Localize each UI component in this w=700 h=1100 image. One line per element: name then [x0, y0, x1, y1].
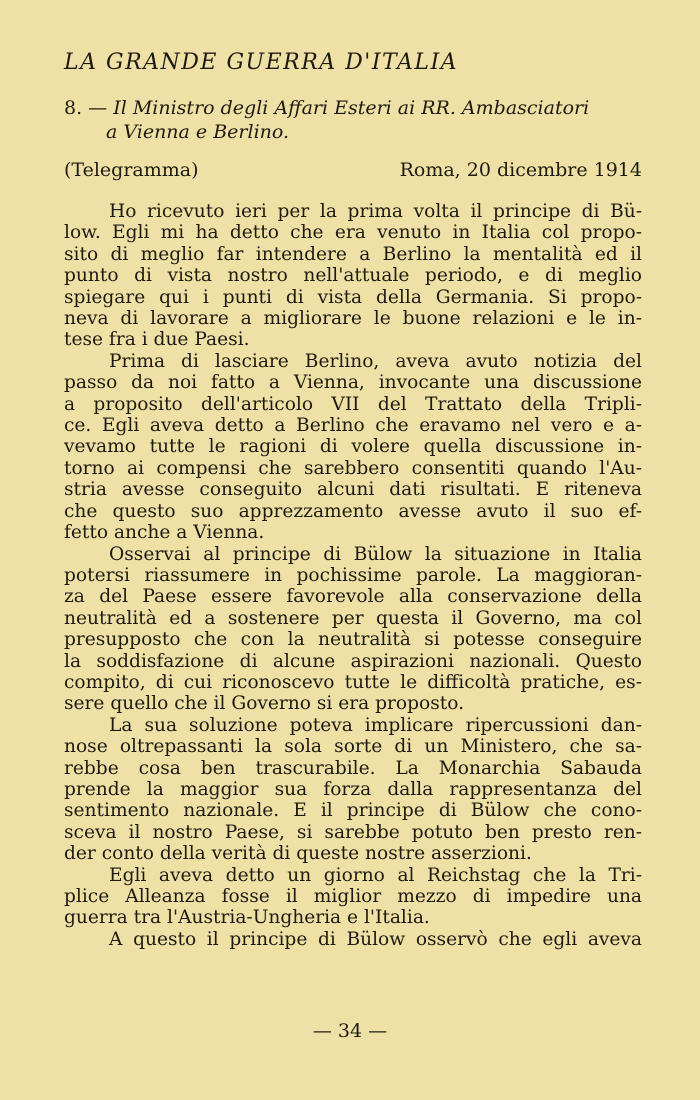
text-line: La sua soluzione poteva implicare ripercussioni dan- — [109, 714, 642, 736]
text-line: neutralità ed a sostenere per questa il Governo, ma col — [64, 607, 642, 629]
heading-line-1 — [64, 96, 644, 120]
text-line: rebbe cosa ben trascurabile. La Monarchia Sabauda — [64, 757, 642, 779]
running-title: LA GRANDE GUERRA D'ITALIA — [64, 50, 459, 75]
text-line: nose oltrepassanti la sola sorte di un Ministero, che sa- — [64, 736, 642, 758]
text-line: Prima di lasciare Berlino, aveva avuto notizia del — [109, 350, 642, 372]
text-line: presupposto che con la neutralità si potesse conseguire — [64, 629, 642, 651]
text-line: Ho ricevuto ieri per la prima volta il principe di Bü- — [109, 201, 642, 222]
text-line: Egli aveva detto un giorno al Reichstag che la Tri- — [109, 864, 642, 886]
document-heading — [64, 96, 644, 144]
text-line: punto di vista nostro nell'attuale periodo, e di meglio — [64, 265, 642, 287]
text-line: passo da noi fatto a Vienna, invocante una discussione — [64, 372, 642, 394]
text-line: vevamo tutte le ragioni di volere quella discussione in- — [64, 436, 642, 458]
text-line: che questo suo apprezzamento avesse avuto il suo ef- — [64, 500, 642, 522]
text-line: la soddisfazione di alcune aspirazioni nazionali. Questo — [64, 650, 642, 672]
page-number: — 34 — — [312, 1020, 388, 1042]
text-line: tese fra i due Paesi. — [64, 329, 250, 351]
text-line: ce. Egli aveva detto a Berlino che eravamo nel vero e a- — [64, 415, 642, 437]
document-title: Il Ministro degli Affari Esteri ai RR. Ambasciatori — [113, 97, 590, 119]
text-line: a proposito dell'articolo VII del Trattato della Tripli- — [64, 393, 642, 415]
text-line: guerra tra l'Austria-Ungheria e l'Italia. — [64, 907, 430, 929]
body-text — [64, 201, 642, 950]
text-line: sentimento nazionale. E il principe di Bülow che cono- — [64, 800, 642, 822]
text-line: fetto anche a Vienna. — [64, 522, 265, 544]
text-line: sere quello che il Governo si era proposto. — [64, 693, 465, 715]
text-line: neva di lavorare a migliorare le buone relazioni e le in- — [64, 308, 642, 330]
text-line: der conto della verità di queste nostre asserzioni. — [64, 843, 532, 865]
text-line: za del Paese essere favorevole alla conservazione della — [64, 586, 642, 608]
text-line: spiegare qui i punti di vista della Germania. Si propo- — [64, 286, 642, 308]
text-line: sceva il nostro Paese, si sarebbe potuto ben presto ren- — [64, 821, 642, 843]
document-place-date: Roma, 20 dicembre 1914 — [399, 159, 642, 181]
text-line: potersi riassumere in pochissime parole. La maggioran- — [64, 564, 642, 586]
document-type: (Telegramma) — [64, 159, 199, 181]
text-line: low. Egli mi ha detto che era venuto in Italia col propo- — [64, 222, 642, 244]
text-line: compito, di cui riconoscevo tutte le difficoltà pratiche, es- — [64, 671, 642, 693]
document-meta — [64, 159, 642, 181]
text-line: A questo il principe di Bülow osservò che egli aveva — [109, 928, 642, 950]
text-line: stria avesse conseguito alcuni dati risultati. E riteneva — [64, 479, 642, 501]
text-line: prende la maggior sua forza dalla rappresentanza del — [64, 778, 642, 800]
text-line: sito di meglio far intendere a Berlino la mentalità ed il — [64, 243, 642, 265]
text-line: plice Alleanza fosse il miglior mezzo di impedire una — [64, 886, 642, 907]
text-line: torno ai compensi che sarebbero consentiti quando l'Au- — [64, 457, 642, 479]
document-number: 8. — — [64, 97, 108, 119]
document-title-continuation: a Vienna e Berlino. — [106, 121, 290, 143]
text-line: Osservai al principe di Bülow la situazione in Italia — [109, 543, 642, 565]
